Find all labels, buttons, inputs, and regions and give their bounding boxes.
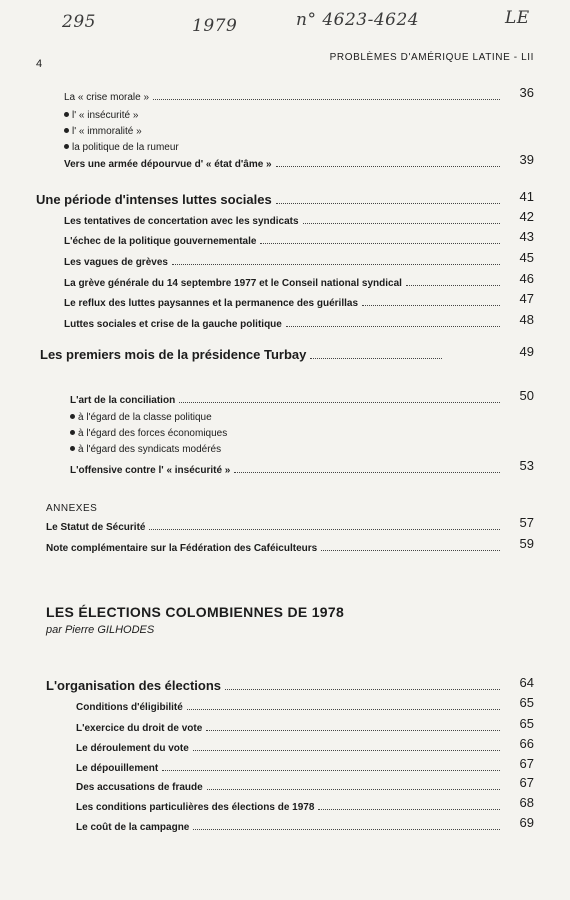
toc-page-number: 64 <box>519 675 534 690</box>
toc-entry-label: à l'égard des syndicats modérés <box>78 444 222 455</box>
toc-entry-label: L'offensive contre l' « insécurité » <box>70 465 231 476</box>
leader-dots <box>276 166 500 167</box>
toc-section-heading <box>40 345 534 362</box>
leader-dots <box>303 223 500 224</box>
toc-entry <box>76 757 534 774</box>
toc-bullet-item <box>64 110 138 121</box>
bullet-icon <box>64 112 69 117</box>
toc-page-number: 65 <box>519 695 534 710</box>
article-title: LES ÉLECTIONS COLOMBIENNES DE 1978 <box>46 604 345 620</box>
toc-entry-label: à l'égard des forces économiques <box>78 428 228 439</box>
toc-page-number: 59 <box>519 536 534 551</box>
toc-entry <box>76 737 534 754</box>
toc-entry <box>76 776 534 793</box>
toc-page-number: 69 <box>519 815 534 830</box>
leader-dots <box>318 809 500 810</box>
toc-entry-label: Vers une armée dépourvue d' « état d'âme » <box>64 159 272 170</box>
leader-dots <box>206 730 500 731</box>
article-byline: par Pierre GILHODES <box>46 624 155 636</box>
toc-entry-label: Le déroulement du vote <box>76 743 189 754</box>
toc-entry-label: l' « insécurité » <box>72 110 139 121</box>
toc-bullet-item <box>64 126 142 137</box>
toc-entry <box>64 210 534 227</box>
toc-entry <box>76 717 534 734</box>
toc-entry <box>64 292 534 309</box>
toc-entry-label: Les tentatives de concertation avec les syndicats <box>64 216 299 227</box>
toc-entry-label: la politique de la rumeur <box>72 142 179 153</box>
toc-entry-label: Le Statut de Sécurité <box>46 522 146 533</box>
toc-bullet-item <box>70 428 227 439</box>
toc-page-number: 67 <box>519 775 534 790</box>
toc-page-number: 57 <box>519 515 534 530</box>
toc-page-number: 36 <box>519 85 534 100</box>
toc-entry <box>64 230 534 247</box>
bullet-icon <box>64 144 69 149</box>
leader-dots <box>187 709 500 710</box>
toc-page-number: 66 <box>519 736 534 751</box>
toc-entry-label: L'art de la conciliation <box>70 395 176 406</box>
toc-entry-label: L'exercice du droit de vote <box>76 723 203 734</box>
toc-entry <box>46 516 534 533</box>
toc-page-number: 46 <box>519 271 534 286</box>
leader-dots <box>179 402 500 403</box>
toc-entry-label: Note complémentaire sur la Fédération des Caféiculteurs <box>46 543 318 554</box>
toc-page-number: 43 <box>519 229 534 244</box>
toc-entry <box>70 389 534 406</box>
toc-entry-label: Des accusations de fraude <box>76 782 203 793</box>
bullet-icon <box>70 430 75 435</box>
handwritten-note: 295 <box>62 12 96 32</box>
toc-entry-label: La grève générale du 14 septembre 1977 et le Conseil national syndical <box>64 278 402 289</box>
bullet-icon <box>70 414 75 419</box>
toc-page-number: 39 <box>519 152 534 167</box>
toc-bullet-item <box>64 142 179 153</box>
toc-entry <box>70 459 534 476</box>
leader-dots <box>276 203 500 204</box>
toc-entry <box>64 272 534 289</box>
toc-entry-label: Le coût de la campagne <box>76 822 190 833</box>
toc-entry <box>76 696 534 713</box>
leader-dots <box>193 829 500 830</box>
toc-page-number: 41 <box>519 189 534 204</box>
toc-section-heading <box>36 190 534 207</box>
toc-entry-label: L'échec de la politique gouvernementale <box>64 236 257 247</box>
leader-dots <box>153 99 500 100</box>
leader-dots <box>172 264 500 265</box>
toc-page-number: 53 <box>519 458 534 473</box>
toc-page-number: 67 <box>519 756 534 771</box>
toc-entry-label: Les premiers mois de la présidence Turbay <box>40 347 307 362</box>
toc-entry-label: l' « immoralité » <box>72 126 142 137</box>
toc-page-number: 65 <box>519 716 534 731</box>
leader-dots <box>207 789 500 790</box>
toc-entry <box>64 153 534 170</box>
running-title: PROBLÈMES D'AMÉRIQUE LATINE - LII <box>329 52 534 63</box>
bullet-icon <box>64 128 69 133</box>
toc-entry-label: L'organisation des élections <box>46 678 222 693</box>
leader-dots <box>362 305 500 306</box>
toc-entry-label: Le reflux des luttes paysannes et la permanence des guérillas <box>64 298 359 309</box>
toc-section-heading <box>46 676 534 693</box>
toc-entry <box>64 86 534 103</box>
toc-entry <box>76 796 534 813</box>
toc-page-number: 45 <box>519 250 534 265</box>
handwritten-note: n° 4623-4624 <box>296 10 420 30</box>
leader-dots <box>321 550 500 551</box>
leader-dots <box>162 770 500 771</box>
toc-bullet-item <box>70 444 221 455</box>
leader-dots <box>234 472 500 473</box>
toc-page-number: 49 <box>519 344 534 359</box>
leader-dots <box>286 326 500 327</box>
toc-entry <box>64 251 534 268</box>
toc-entry-label: Les conditions particulières des élections de 1978 <box>76 802 315 813</box>
toc-entry <box>64 313 534 330</box>
leader-dots <box>193 750 500 751</box>
toc-entry-label: Le dépouillement <box>76 763 159 774</box>
leader-dots <box>149 529 500 530</box>
toc-page-number: 68 <box>519 795 534 810</box>
toc-entry <box>46 537 534 554</box>
toc-entry-label: La « crise morale » <box>64 92 150 103</box>
toc-entry <box>76 816 534 833</box>
toc-page-number: 47 <box>519 291 534 306</box>
toc-page-number: 42 <box>519 209 534 224</box>
toc-page-number: 48 <box>519 312 534 327</box>
toc-entry-label: Conditions d'éligibilité <box>76 702 183 713</box>
annexes-label: ANNEXES <box>46 503 98 514</box>
toc-entry-label: Luttes sociales et crise de la gauche politique <box>64 319 282 330</box>
leader-dots <box>310 358 442 359</box>
toc-entry-label: à l'égard de la classe politique <box>78 412 212 423</box>
toc-entry-label: Une période d'intenses luttes sociales <box>36 192 272 207</box>
toc-page-number: 50 <box>519 388 534 403</box>
page-number: 4 <box>36 58 43 70</box>
handwritten-note: 1979 <box>192 16 238 36</box>
handwritten-note: LE <box>505 8 530 28</box>
bullet-icon <box>70 446 75 451</box>
leader-dots <box>406 285 500 286</box>
toc-entry-label: Les vagues de grèves <box>64 257 168 268</box>
toc-bullet-item <box>70 412 212 423</box>
leader-dots <box>225 689 500 690</box>
leader-dots <box>260 243 500 244</box>
